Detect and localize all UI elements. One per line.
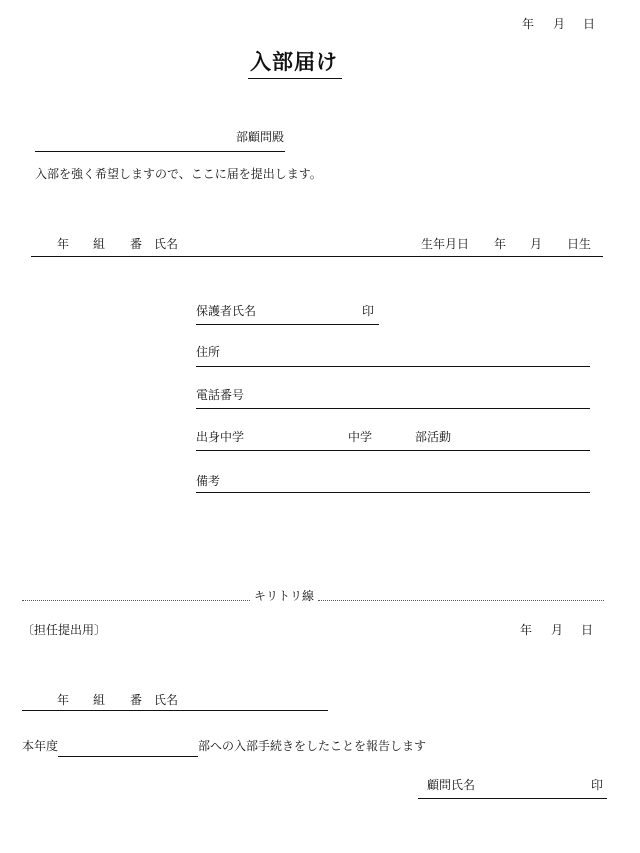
guardian-label: 保護者氏名 <box>196 304 257 318</box>
birth-date-label: 生年月日 <box>421 237 470 251</box>
birth-day-label: 日生 <box>567 237 592 251</box>
addressee-label: 部顧問殿 <box>236 130 285 144</box>
stub-date-day: 日 <box>581 623 594 637</box>
advisor-seal-label: 印 <box>591 778 604 792</box>
stub-name-label: 氏名 <box>154 693 179 707</box>
stub-year-label: 年 <box>57 693 70 707</box>
addressee-line <box>35 151 285 152</box>
top-date-year: 年 <box>522 17 535 31</box>
cut-line-left <box>22 600 250 601</box>
birth-month-label: 月 <box>530 237 543 251</box>
title-underline <box>248 78 342 79</box>
stub-for-teacher-label: 〔担任提出用〕 <box>22 623 107 637</box>
student-number-label: 番 <box>130 237 143 251</box>
middle-school-label: 出身中学 <box>196 430 245 444</box>
remarks-line <box>196 492 590 493</box>
phone-line <box>196 408 590 409</box>
middle-school-suffix: 中学 <box>348 430 373 444</box>
cut-line-label: キリトリ線 <box>254 589 315 603</box>
top-date-month: 月 <box>553 17 566 31</box>
phone-label: 電話番号 <box>196 388 245 402</box>
page-title: 入部届け <box>250 50 338 74</box>
guardian-line <box>196 324 379 325</box>
remarks-label: 備考 <box>196 474 221 488</box>
club-activity-label: 部活動 <box>415 430 452 444</box>
student-year-label: 年 <box>57 237 70 251</box>
stub-number-label: 番 <box>130 693 143 707</box>
advisor-name-label: 顧問氏名 <box>427 778 476 792</box>
address-label: 住所 <box>196 345 221 359</box>
fiscal-year-label: 本年度 <box>22 739 59 753</box>
student-row-line <box>31 256 603 257</box>
guardian-seal-label: 印 <box>362 304 375 318</box>
report-text: 部への入部手続きをしたことを報告します <box>198 739 427 753</box>
student-class-label: 組 <box>93 237 106 251</box>
birth-year-label: 年 <box>494 237 507 251</box>
stub-date-month: 月 <box>551 623 564 637</box>
student-name-label: 氏名 <box>154 237 179 251</box>
stub-class-label: 組 <box>93 693 106 707</box>
top-date-day: 日 <box>583 17 596 31</box>
club-name-line <box>58 756 198 757</box>
stub-date-year: 年 <box>520 623 533 637</box>
statement-text: 入部を強く希望しますので、ここに届を提出します。 <box>35 167 322 181</box>
address-line <box>196 366 590 367</box>
middle-school-line <box>196 450 590 451</box>
cut-line-right <box>318 600 604 601</box>
stub-student-line <box>22 710 328 711</box>
advisor-line <box>418 798 607 799</box>
